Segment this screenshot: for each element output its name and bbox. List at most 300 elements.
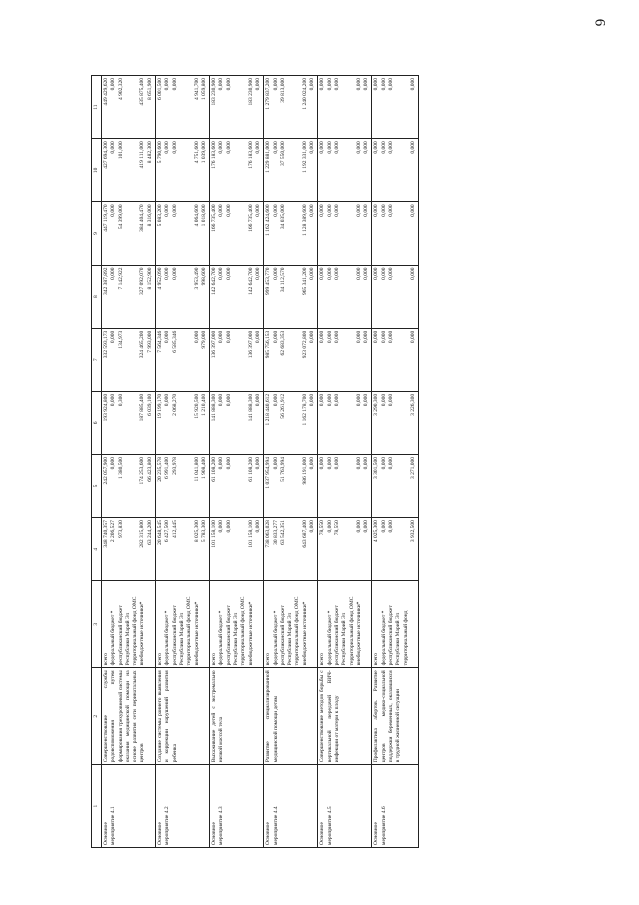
measure-description-cell: [210, 668, 264, 765]
amount-value: 0,000: [319, 204, 326, 217]
amount-value: 0,000: [363, 456, 370, 470]
spacer: [294, 268, 301, 326]
amount-value: 1 240 024,200: [301, 78, 308, 110]
page-number: 6: [591, 18, 608, 27]
amount-cell: [102, 391, 156, 454]
amount-cell: [372, 265, 419, 328]
funding-source-line: всего: [373, 652, 380, 666]
amount-value: 54 399,000: [117, 204, 124, 230]
cell-line: Основное: [103, 822, 109, 845]
spacer: [294, 394, 301, 452]
spacer: [294, 520, 301, 578]
amount-value: 0,000: [225, 456, 232, 470]
amount-value: 986 191,000: [301, 456, 308, 485]
table-row: [264, 76, 318, 848]
amount-value: 0,000: [171, 141, 178, 154]
amount-value: 0,000: [319, 267, 326, 280]
funding-source-line: внебюджетные источники*: [193, 601, 200, 666]
funding-source-line: федеральный бюджет *: [380, 610, 387, 666]
amount-value: 0,000: [272, 78, 279, 91]
measure-id-cell: [372, 765, 419, 848]
spacer: [132, 457, 139, 515]
amount-value: 0,000: [110, 78, 117, 91]
amount-value: 0,000: [380, 78, 387, 91]
amount-value: 0,000: [387, 393, 394, 407]
amount-value: 0,000: [110, 330, 117, 344]
cell-line: мероприятие 4.6: [380, 806, 387, 845]
amount-value: 0,000: [333, 78, 340, 91]
spacer: [233, 394, 240, 452]
amount-value: 282 315,800: [139, 520, 146, 548]
spacer: [240, 141, 247, 199]
amount-value: 101,000: [117, 141, 124, 160]
spacer: [395, 78, 402, 136]
column-header: 2: [92, 668, 102, 765]
amount-value: 7 993,000: [146, 330, 153, 353]
amount-value: 2 206,527: [110, 520, 117, 543]
amount-cell: [264, 202, 318, 265]
funding-source-line: внебюджетные источники*: [247, 601, 254, 666]
table-row: [318, 76, 372, 848]
spacer: [240, 394, 247, 452]
amount-cell: [318, 391, 372, 454]
column-header: 3: [92, 581, 102, 668]
rotated-page: [91, 75, 639, 848]
spacer: [233, 141, 240, 199]
amount-value: 0,000: [225, 393, 232, 407]
amount-value: 0,000: [254, 204, 261, 217]
amount-value: 0,000: [225, 204, 232, 217]
amount-cell: [210, 76, 264, 139]
amount-cell: [102, 518, 156, 581]
amount-value: 6 039,100: [146, 393, 153, 416]
spacer: [132, 204, 139, 262]
amount-value: 999 453,770: [265, 267, 272, 296]
amount-value: 293,978: [171, 456, 178, 475]
amount-value: 0,000: [110, 204, 117, 217]
amount-value: 3 301,500: [373, 456, 380, 479]
amount-value: 0,000: [363, 393, 370, 407]
amount-value: 0,000: [333, 393, 340, 407]
amount-value: 0,000: [333, 330, 340, 344]
amount-value: 142 642,700: [247, 267, 254, 296]
amount-value: 0,000: [333, 141, 340, 154]
spacer: [179, 268, 186, 326]
funding-source-line: территориальный фонд: [402, 610, 409, 666]
amount-value: 0,000: [326, 141, 333, 154]
spacer: [403, 457, 410, 515]
amount-value: 384 404,470: [139, 204, 146, 232]
amount-value: 0,000: [363, 330, 370, 344]
amount-value: 136 397,000: [211, 330, 218, 359]
amount-value: 0,000: [309, 520, 316, 533]
amount-value: 0,000: [319, 141, 326, 154]
spacer: [395, 457, 402, 515]
spacer: [341, 520, 348, 578]
measure-id-cell: [318, 765, 372, 848]
amount-value: 412,445: [171, 520, 178, 538]
amount-value: 0,000: [409, 78, 416, 91]
amount-value: 0,000: [225, 267, 232, 280]
amount-value: 0,000: [110, 393, 117, 407]
spacer: [233, 268, 240, 326]
amount-value: 0,000: [272, 456, 279, 470]
amount-cell: [264, 139, 318, 202]
column-header: 6: [92, 391, 102, 454]
spacer: [233, 331, 240, 389]
spacer: [186, 204, 193, 262]
funding-source-line: республиканский бюджет Республики Марий Эл: [171, 605, 185, 666]
amount-value: 332 593,173: [103, 330, 109, 359]
budget-table: [91, 75, 419, 848]
amount-value: 1 018,600: [200, 204, 207, 227]
spacer: [349, 331, 356, 389]
spacer: [395, 520, 402, 578]
amount-cell: [156, 265, 210, 328]
funding-source-line: территориальный фонд ОМС: [294, 596, 301, 666]
cell-line: Развитие специализированной медицинской помощи детям: [265, 670, 279, 763]
amount-cell: [318, 76, 372, 139]
amount-value: 447 119,470: [103, 204, 109, 232]
amount-value: 0,000: [380, 520, 387, 533]
measure-id-cell: [210, 765, 264, 848]
amount-value: 3 271,000: [409, 456, 416, 479]
amount-cell: [372, 328, 419, 391]
amount-value: 7 564,346: [157, 330, 164, 353]
amount-value: 0,000: [164, 393, 171, 407]
amount-value: 0,000: [164, 267, 171, 280]
amount-value: 0,000: [272, 204, 279, 217]
amount-value: 4 064,600: [193, 204, 200, 227]
amount-cell: [210, 328, 264, 391]
table-row: [102, 76, 156, 848]
funding-source-cell: [318, 581, 372, 668]
spacer: [132, 141, 139, 199]
amount-value: 5 783,300: [200, 520, 207, 543]
amount-value: 0,000: [254, 78, 261, 91]
amount-value: 998,600: [200, 267, 207, 286]
amount-value: 136 397,000: [247, 330, 254, 359]
cell-line: Выхаживание детей с экстремально низкой массой тела: [211, 670, 225, 763]
amount-value: 0,000: [387, 456, 394, 470]
amount-value: 39 813,000: [279, 78, 286, 103]
funding-source-line: федеральный бюджет *: [164, 610, 171, 666]
amount-value: 0,000: [272, 141, 279, 154]
spacer: [132, 520, 139, 578]
spacer: [125, 268, 132, 326]
amount-value: 0,000: [373, 330, 380, 344]
amount-cell: [210, 202, 264, 265]
measure-description-cell: [156, 668, 210, 765]
funding-source-line: территориальный фонд ОМС: [240, 596, 247, 666]
amount-value: 166 735,400: [247, 204, 254, 232]
amount-value: 134,973: [117, 330, 124, 349]
amount-value: 0,000: [225, 78, 232, 91]
amount-value: 8 316,000: [146, 204, 153, 227]
amount-value: 738 063,028: [265, 520, 272, 548]
amount-value: 0,000: [171, 78, 178, 91]
amount-value: 0,000: [326, 393, 333, 407]
amount-cell: [156, 76, 210, 139]
amount-value: 0,000: [326, 267, 333, 280]
amount-value: 4 941,700: [193, 78, 200, 100]
amount-cell: [156, 391, 210, 454]
spacer: [403, 78, 410, 136]
spacer: [349, 204, 356, 262]
amount-value: 0,000: [225, 330, 232, 344]
amount-cell: [264, 265, 318, 328]
cell-line: Совершенствование службы родовспоможения путем формирования трехуровневой системы оказания медицинской помощи на основе развития сети перинатальных центров: [103, 670, 146, 763]
measure-id-cell: [156, 765, 210, 848]
spacer: [125, 141, 132, 199]
amount-value: 0,000: [309, 204, 316, 217]
spacer: [125, 394, 132, 452]
spacer: [349, 268, 356, 326]
amount-value: 979,000: [200, 330, 207, 349]
amount-value: 63 542,351: [279, 520, 286, 545]
spacer: [179, 78, 186, 136]
table-row: [372, 76, 419, 848]
amount-value: 4 952,090: [157, 267, 164, 290]
spacer: [125, 204, 132, 262]
amount-value: 0,000: [254, 393, 261, 407]
amount-value: 0,000: [326, 456, 333, 470]
spacer: [403, 204, 410, 262]
amount-cell: [210, 265, 264, 328]
spacer: [403, 268, 410, 326]
amount-value: 11 041,800: [193, 456, 200, 482]
spacer: [186, 457, 193, 515]
spacer: [294, 78, 301, 136]
amount-value: 0,000: [309, 267, 316, 280]
amount-value: 1 192 331,000: [301, 141, 308, 173]
amount-value: 0,000: [218, 141, 225, 154]
amount-value: 0,000: [373, 204, 380, 217]
amount-value: 0,000: [272, 393, 279, 407]
cell-line: Профилактика абортов. Развитие центров медико-социальной поддержки беременных, оказавшихся в трудной жизненной ситуации: [373, 670, 402, 763]
amount-value: 176 183,600: [247, 141, 254, 169]
amount-value: 0,000: [387, 78, 394, 91]
amount-value: 0,000: [409, 204, 416, 217]
amount-value: 3 953,490: [193, 267, 200, 290]
amount-value: 324 465,200: [139, 330, 146, 359]
amount-value: 1 380,500: [117, 456, 124, 479]
amount-cell: [264, 518, 318, 581]
amount-value: 0,000: [355, 141, 362, 154]
cell-line: Основное: [265, 822, 272, 845]
amount-value: 7 142,922: [117, 267, 124, 290]
amount-value: 6 991,400: [164, 456, 171, 479]
amount-value: 342 387,892: [103, 267, 109, 296]
amount-value: 923 072,800: [301, 330, 308, 359]
amount-value: 0,000: [171, 267, 178, 280]
amount-value: 0,000: [218, 520, 225, 533]
amount-value: 0,000: [326, 330, 333, 344]
amount-value: 0,000: [380, 204, 387, 217]
funding-source-line: республиканский бюджет Республики Марий Эл: [387, 605, 402, 666]
cell-line: Основное: [157, 822, 164, 845]
spacer: [395, 331, 402, 389]
amount-value: 37 550,000: [279, 141, 286, 167]
funding-source-line: внебюджетные источники*: [355, 601, 362, 666]
spacer: [341, 78, 348, 136]
spacer: [186, 331, 193, 389]
amount-value: 6 427,500: [164, 520, 171, 543]
amount-value: 0,000: [363, 267, 370, 280]
amount-value: 0,000: [319, 78, 326, 91]
spacer: [403, 520, 410, 578]
column-header: 5: [92, 454, 102, 517]
spacer: [179, 141, 186, 199]
spacer: [179, 331, 186, 389]
funding-source-cell: [156, 581, 210, 668]
amount-value: 419 111,000: [139, 141, 146, 169]
spacer: [349, 78, 356, 136]
spacer: [341, 394, 348, 452]
amount-value: 3 932,500: [409, 520, 416, 543]
amount-value: 63 244,200: [146, 520, 153, 545]
amount-value: 0,000: [225, 141, 232, 154]
amount-value: 0,000: [355, 456, 362, 470]
amount-value: 1 229 881,000: [265, 141, 272, 173]
amount-value: 30 833,277: [272, 520, 279, 545]
spacer: [240, 78, 247, 136]
amount-value: 348 740,357: [103, 520, 109, 548]
spacer: [287, 394, 294, 452]
amount-value: 0,000: [409, 267, 416, 280]
amount-value: 5 083,200: [157, 204, 164, 227]
amount-cell: [156, 202, 210, 265]
measure-description-cell: [264, 668, 318, 765]
cell-line: мероприятие 4.1: [110, 806, 117, 845]
funding-source-line: республиканский бюджет Республики Марий Эл: [279, 605, 294, 666]
cell-line: мероприятие 4.4: [272, 806, 279, 845]
amount-cell: [264, 328, 318, 391]
amount-cell: [156, 454, 210, 517]
amount-value: 0,000: [309, 78, 316, 91]
amount-value: 0,000: [319, 393, 326, 407]
amount-value: 78,550: [333, 520, 340, 536]
amount-value: 51 763,994: [279, 456, 286, 482]
funding-source-line: всего: [103, 652, 109, 666]
amount-value: 193 924,800: [103, 393, 109, 422]
spacer: [132, 331, 139, 389]
amount-value: 1 039,000: [200, 141, 207, 164]
amount-value: 0,000: [326, 204, 333, 217]
amount-value: 0,000: [319, 456, 326, 470]
amount-value: 985 756,153: [265, 330, 272, 359]
amount-cell: [210, 391, 264, 454]
amount-value: 0,000: [272, 267, 279, 280]
spacer: [240, 457, 247, 515]
spacer: [403, 331, 410, 389]
spacer: [186, 78, 193, 136]
measure-description-cell: [318, 668, 372, 765]
amount-value: 0,000: [225, 520, 232, 533]
amount-cell: [156, 139, 210, 202]
funding-source-line: федеральный бюджет *: [272, 610, 279, 666]
amount-value: 435 875,400: [139, 78, 146, 106]
amount-cell: [156, 518, 210, 581]
spacer: [287, 457, 294, 515]
amount-value: 327 092,070: [139, 267, 146, 296]
amount-value: 62 683,353: [279, 330, 286, 356]
amount-value: 0,000: [218, 78, 225, 91]
cell-line: мероприятие 4.2: [164, 806, 171, 845]
amount-value: 643 687,400: [301, 520, 308, 548]
amount-value: 0,000: [171, 204, 178, 217]
funding-source-line: республиканский бюджет Республики Марий Эл: [225, 605, 240, 666]
amount-value: 0,000: [309, 393, 316, 407]
amount-cell: [318, 518, 372, 581]
amount-cell: [102, 454, 156, 517]
amount-value: 0,000: [319, 330, 326, 344]
amount-value: 0,000: [380, 267, 387, 280]
amount-cell: [264, 391, 318, 454]
spacer: [403, 394, 410, 452]
amount-value: 0,000: [355, 204, 362, 217]
amount-value: 0,000: [373, 78, 380, 91]
spacer: [240, 204, 247, 262]
amount-value: 166 735,400: [211, 204, 218, 232]
amount-value: 1 059,800: [200, 78, 207, 100]
spacer: [341, 204, 348, 262]
spacer: [179, 520, 186, 578]
amount-value: 183 230,900: [211, 78, 218, 106]
spacer: [132, 268, 139, 326]
amount-cell: [318, 202, 372, 265]
funding-source-cell: [372, 581, 419, 668]
column-header: 1: [92, 765, 102, 848]
amount-value: 0,000: [164, 330, 171, 344]
amount-value: 0,000: [363, 204, 370, 217]
spacer: [287, 141, 294, 199]
amount-value: 0,000: [380, 141, 387, 154]
column-header: 10: [92, 139, 102, 202]
amount-value: 3 290,300: [373, 393, 380, 416]
amount-value: 8 651,900: [146, 78, 153, 100]
amount-value: 449 429,620: [103, 78, 109, 106]
spacer: [240, 331, 247, 389]
spacer: [341, 457, 348, 515]
amount-value: 15 920,500: [193, 393, 200, 419]
amount-value: 0,000: [380, 456, 387, 470]
cell-line: Основное: [319, 822, 326, 845]
amount-value: 0,000: [218, 330, 225, 344]
amount-value: 1 162 178,700: [301, 393, 308, 426]
spacer: [294, 141, 301, 199]
amount-value: 0,000: [333, 204, 340, 217]
spacer: [233, 78, 240, 136]
column-header: 11: [92, 76, 102, 139]
table-row: [210, 76, 264, 848]
amount-value: 0,000: [355, 330, 362, 344]
funding-source-line: внебюджетные источники*: [301, 601, 308, 666]
amount-cell: [102, 139, 156, 202]
amount-value: 0,000: [387, 520, 394, 533]
funding-source-line: федеральный бюджет *: [110, 610, 117, 666]
column-header: 8: [92, 265, 102, 328]
amount-cell: [102, 76, 156, 139]
amount-cell: [372, 76, 419, 139]
amount-value: 174 253,600: [139, 456, 146, 485]
cell-line: Совершенствование методов борьбы с вертикальной передачей ВИЧ-инфекции от матери к плоду: [319, 670, 340, 763]
spacer: [233, 457, 240, 515]
spacer: [294, 457, 301, 515]
amount-cell: [318, 454, 372, 517]
funding-source-line: территориальный фонд ОМС: [348, 596, 355, 666]
funding-source-line: внебюджетные источники*: [139, 601, 146, 666]
